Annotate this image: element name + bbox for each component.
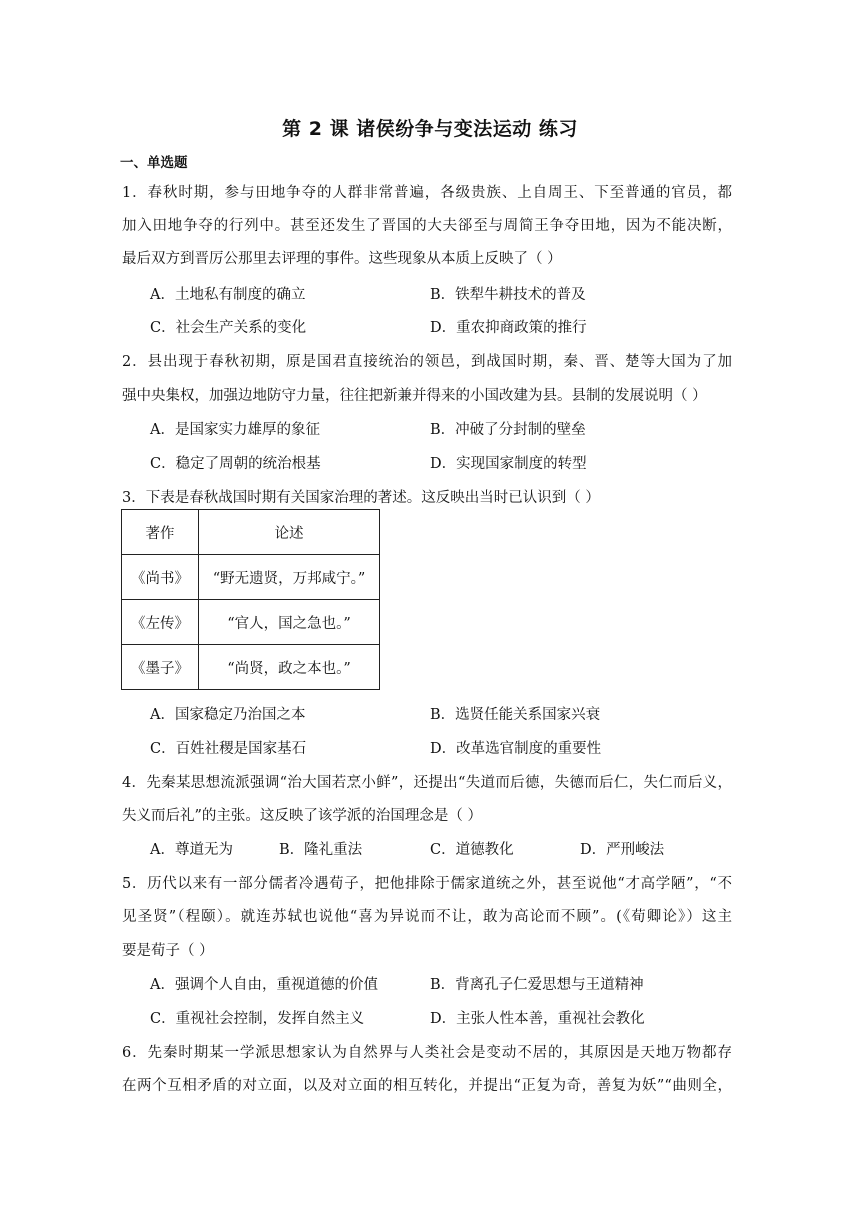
question-5-option-b[interactable]: B．背离孔子仁爱思想与王道精神	[430, 977, 644, 993]
section-heading: 一、单选题	[120, 155, 188, 171]
question-1-option-c[interactable]: C．社会生产关系的变化	[150, 320, 307, 336]
table-header-work: 著作	[122, 510, 199, 555]
table-row	[122, 600, 380, 645]
question-1-line-1: 1．春秋时期，参与田地争夺的人群非常普遍，各级贵族、上自周王、下至普通的官员，都	[122, 185, 732, 201]
question-6-line-1: 6．先秦时期某一学派思想家认为自然界与人类社会是变动不居的，其原因是天地万物都存	[122, 1045, 732, 1061]
table-cell-statement: “野无遗贤，万邦咸宁。”	[199, 555, 380, 600]
question-3-option-b[interactable]: B．选贤任能关系国家兴衰	[430, 707, 601, 723]
table-cell-work: 《左传》	[122, 600, 199, 645]
question-1-option-b[interactable]: B．铁犁牛耕技术的普及	[430, 287, 586, 303]
table-header-statement: 论述	[199, 510, 380, 555]
question-2-option-d[interactable]: D．实现国家制度的转型	[430, 456, 587, 472]
question-3-option-d[interactable]: D．改革选官制度的重要性	[430, 741, 602, 757]
question-4-option-a[interactable]: A．尊道无为	[150, 842, 233, 858]
question-5-line-2: 见圣贤”（程颐）。就连苏轼也说他“喜为异说而不让，敢为高论而不顾”。(《荀卿论》）这主	[122, 909, 732, 925]
table-cell-statement: “尚贤，政之本也。”	[199, 645, 380, 690]
question-5-option-d[interactable]: D．主张人性本善，重视社会教化	[430, 1011, 645, 1027]
question-3-option-c[interactable]: C．百姓社稷是国家基石	[150, 741, 307, 757]
question-4-option-d[interactable]: D．严刑峻法	[580, 842, 665, 858]
question-4-option-c[interactable]: C．道德教化	[430, 842, 514, 858]
question-5-option-a[interactable]: A．强调个人自由，重视道德的价值	[150, 977, 378, 993]
table-row	[122, 555, 380, 600]
question-2-line-2: 强中央集权，加强边地防守力量，往往把新兼并得来的小国改建为县。县制的发展说明（ ）	[122, 388, 707, 404]
question-2-line-1: 2．县出现于春秋初期，原是国君直接统治的领邑，到战国时期，秦、晋、楚等大国为了加	[122, 354, 732, 370]
question-5-line-1: 5．历代以来有一部分儒者冷遇荀子，把他排除于儒家道统之外，甚至说他“才高学陋”，“不	[122, 876, 732, 892]
table-row	[122, 645, 380, 690]
question-4-line-2: 失义而后礼”的主张。这反映了该学派的治国理念是（ ）	[122, 808, 483, 824]
question-1-option-d[interactable]: D．重农抑商政策的推行	[430, 320, 587, 336]
works-table	[121, 509, 380, 690]
question-4-option-b[interactable]: B．隆礼重法	[279, 842, 363, 858]
table-cell-work: 《尚书》	[122, 555, 199, 600]
question-3-line-1: 3．下表是春秋战国时期有关国家治理的著述。这反映出当时已认识到（ ）	[122, 490, 600, 506]
question-6-line-2: 在两个互相矛盾的对立面，以及对立面的相互转化，并提出“正复为奇，善复为妖”“曲则全，	[122, 1078, 732, 1094]
question-1-line-3: 最后双方到晋厉公那里去评理的事件。这些现象从本质上反映了（ ）	[122, 251, 562, 267]
question-4-line-1: 4．先秦某思想流派强调“治大国若烹小鲜”，还提出“失道而后德，失德而后仁，失仁而后义，	[122, 775, 732, 791]
question-2-option-c[interactable]: C．稳定了周朝的统治根基	[150, 456, 321, 472]
question-2-option-b[interactable]: B．冲破了分封制的壁垒	[430, 422, 586, 438]
page-title: 第 2 课 诸侯纷争与变法运动 练习	[282, 118, 578, 140]
question-5-line-3: 要是荀子（ ）	[122, 943, 214, 959]
question-1-option-a[interactable]: A．土地私有制度的确立	[150, 287, 306, 303]
question-3-option-a[interactable]: A．国家稳定乃治国之本	[150, 707, 306, 723]
question-5-option-c[interactable]: C．重视社会控制，发挥自然主义	[150, 1011, 365, 1027]
question-1-line-2: 加入田地争夺的行列中。甚至还发生了晋国的大夫郤至与周简王争夺田地，因为不能决断，	[122, 218, 732, 234]
question-2-option-a[interactable]: A．是国家实力雄厚的象征	[150, 422, 320, 438]
table-cell-statement: “官人，国之急也。”	[199, 600, 380, 645]
table-cell-work: 《墨子》	[122, 645, 199, 690]
table-header-row	[122, 510, 380, 555]
